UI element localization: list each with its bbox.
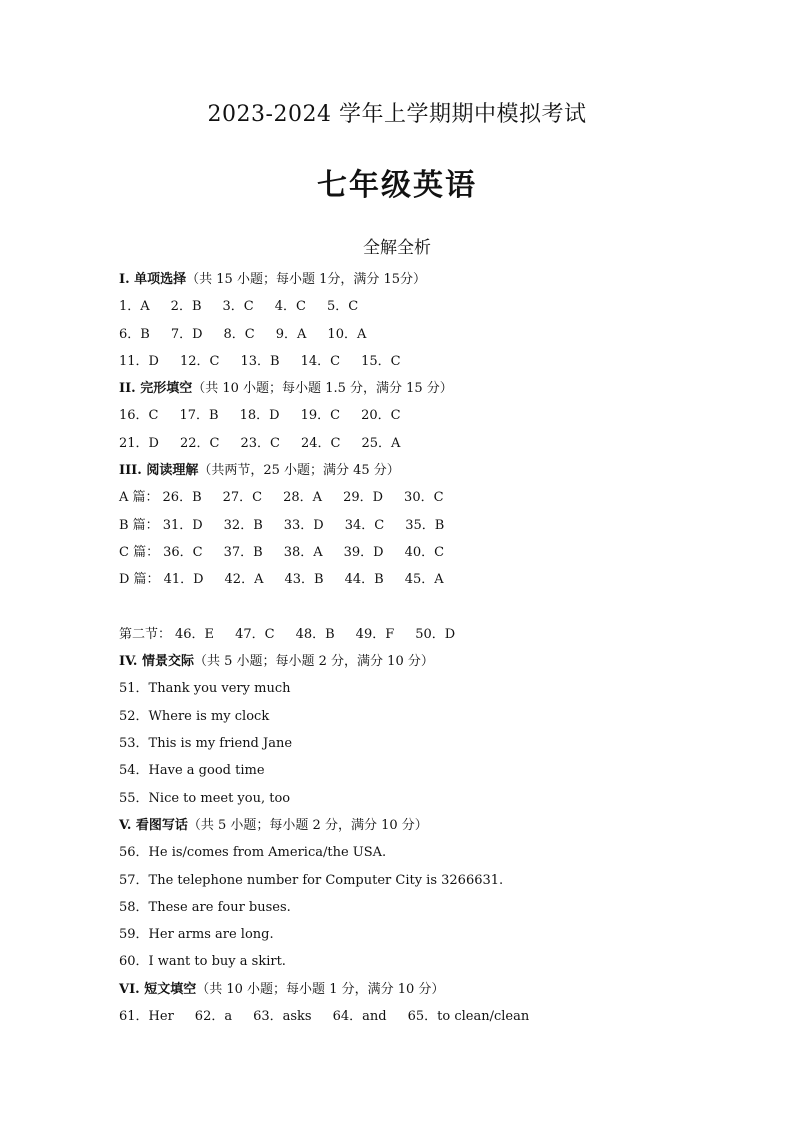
answer-item: 9．A [275, 326, 307, 342]
passage-label: A 篇： [119, 490, 159, 506]
section-name: 看图写话 [135, 817, 188, 833]
answer-item: 61．Her [119, 1009, 174, 1025]
answer-item: 26．B [162, 490, 202, 506]
answer-item: 30．C [404, 490, 444, 506]
answer-item: 16．C [119, 408, 159, 424]
answer-item: 46．E [175, 626, 215, 642]
passage-label: B 篇： [119, 517, 159, 533]
section-label: IV. [119, 654, 138, 670]
section-description: （共 15 小题；每小题 1分，满分 15分） [186, 272, 427, 287]
answer-item: 4．C [274, 299, 306, 315]
answer-item: 50．D [415, 626, 456, 642]
answer-row [119, 512, 759, 539]
section-4-answers [119, 675, 759, 811]
passage-label: 第二节： [119, 626, 172, 642]
answer-item: 34．C [344, 517, 385, 533]
answer-row [119, 566, 759, 593]
answer-line: 59．Her arms are long. [119, 927, 274, 943]
answer-row [119, 539, 759, 566]
answer-item: 15．C [361, 353, 401, 369]
section-label: I. [119, 272, 130, 287]
exam-title: 2023-2024 学年上学期期中模拟考试 [207, 102, 587, 127]
section-name: 短文填空 [144, 981, 197, 997]
answer-item: 18．D [239, 408, 280, 424]
section-name: 单项选择 [134, 272, 187, 287]
answer-item: 17．B [179, 408, 219, 424]
answer-item: 20．C [361, 408, 401, 424]
answer-line: 53．This is my friend Jane [119, 736, 293, 752]
answer-line: 58．These are four buses. [119, 899, 291, 915]
section-name: 完形填空 [140, 381, 193, 397]
answer-line: 57．The telephone number for Computer City is 3266631. [119, 872, 504, 888]
answer-item: 41．D [163, 572, 204, 588]
answer-row [119, 348, 759, 375]
passage-label: D 篇： [119, 572, 160, 588]
answer-item: 29．D [343, 490, 384, 506]
answer-item: 48．B [295, 626, 335, 642]
answer-item: 63．asks [253, 1009, 312, 1025]
answer-row [119, 1003, 759, 1030]
answer-item: 31．D [162, 517, 203, 533]
answer-row [119, 430, 759, 457]
section-6-heading [119, 976, 759, 1003]
answer-item: 39．D [343, 544, 384, 560]
answer-item: 7．D [170, 326, 203, 342]
passage-label: C 篇： [119, 544, 160, 560]
answer-item: 3．C [222, 299, 254, 315]
answer-item: 33．D [283, 517, 324, 533]
section-3-heading [119, 457, 759, 484]
answer-item: 27．C [222, 490, 263, 506]
subject-title: 七年级英语 [317, 168, 477, 203]
answer-item: 32．B [223, 517, 263, 533]
section-description: （共两节，25 小题；满分 45 分） [198, 463, 400, 479]
answer-item: 25．A [361, 435, 401, 451]
section-name: 情景交际 [141, 654, 194, 670]
section-3-answers [119, 484, 759, 593]
section-2-answers [119, 402, 759, 457]
section-description: （共 5 小题；每小题 2 分，满分 10 分） [187, 817, 428, 833]
section-4-heading [119, 648, 759, 675]
answer-item: 8．C [223, 326, 255, 342]
section-label: II. [119, 381, 136, 397]
answer-item: 14．C [300, 353, 341, 369]
section-2-heading [119, 375, 759, 402]
answer-item: 37．B [223, 544, 263, 560]
answer-row [119, 621, 759, 648]
answer-item: 23．C [240, 435, 280, 451]
section-description: （共 5 小题；每小题 2 分，满分 10 分） [193, 654, 434, 670]
section-name: 阅读理解 [146, 463, 199, 479]
answer-item: 13．B [240, 353, 280, 369]
answer-item: 44．B [344, 572, 384, 588]
answer-item: 10．A [327, 326, 367, 342]
section-5-answers [119, 839, 759, 975]
section-6-answers [119, 1003, 759, 1030]
answer-line: 56．He is/comes from America/the USA. [119, 845, 387, 861]
answer-item: 19．C [300, 408, 341, 424]
section-3-part-2-answers [119, 621, 759, 648]
spacer [119, 594, 759, 621]
section-1-heading [119, 266, 759, 293]
answer-item: 28．A [283, 490, 323, 506]
answer-item: 12．C [179, 353, 220, 369]
answer-item: 5．C [326, 299, 359, 315]
section-1-answers [119, 293, 759, 375]
answer-row [119, 402, 759, 429]
answer-line: 55．Nice to meet you, too [119, 790, 291, 806]
answer-content [119, 266, 759, 1030]
section-5-heading [119, 812, 759, 839]
answer-line: 52．Where is my clock [119, 708, 270, 724]
answer-caption: 全解全析 [363, 238, 431, 258]
answer-row [119, 484, 759, 511]
answer-item: 40．C [404, 544, 445, 560]
answer-item: 6．B [119, 326, 150, 342]
section-label: V. [119, 817, 132, 833]
answer-row [119, 321, 759, 348]
answer-item: 62．a [194, 1009, 233, 1025]
answer-item: 47．C [235, 626, 275, 642]
answer-line: 51．Thank you very much [119, 681, 291, 697]
answer-line: 54．Have a good time [119, 763, 265, 779]
answer-item: 65．to clean/clean [407, 1009, 530, 1025]
answer-item: 1．A [119, 299, 150, 315]
answer-item: 38．A [283, 544, 323, 560]
section-description: （共 10 小题；每小题 1.5 分，满分 15 分） [192, 381, 453, 397]
answer-item: 64．and [332, 1009, 387, 1025]
answer-item: 43．B [284, 572, 324, 588]
answer-item: 24．C [300, 435, 341, 451]
section-label: VI. [119, 981, 140, 997]
answer-item: 35．B [405, 517, 445, 533]
answer-item: 2．B [170, 299, 202, 315]
answer-item: 22．C [179, 435, 220, 451]
answer-item: 36．C [163, 544, 203, 560]
answer-item: 11．D [119, 353, 159, 369]
section-description: （共 10 小题；每小题 1 分，满分 10 分） [196, 981, 445, 997]
section-label: III. [119, 463, 142, 479]
answer-line: 60．I want to buy a skirt. [119, 954, 286, 970]
answer-item: 45．A [404, 572, 444, 588]
answer-item: 49．F [355, 626, 395, 642]
answer-item: 42．A [224, 572, 264, 588]
answer-item: 21．D [119, 435, 159, 451]
answer-row [119, 293, 759, 320]
